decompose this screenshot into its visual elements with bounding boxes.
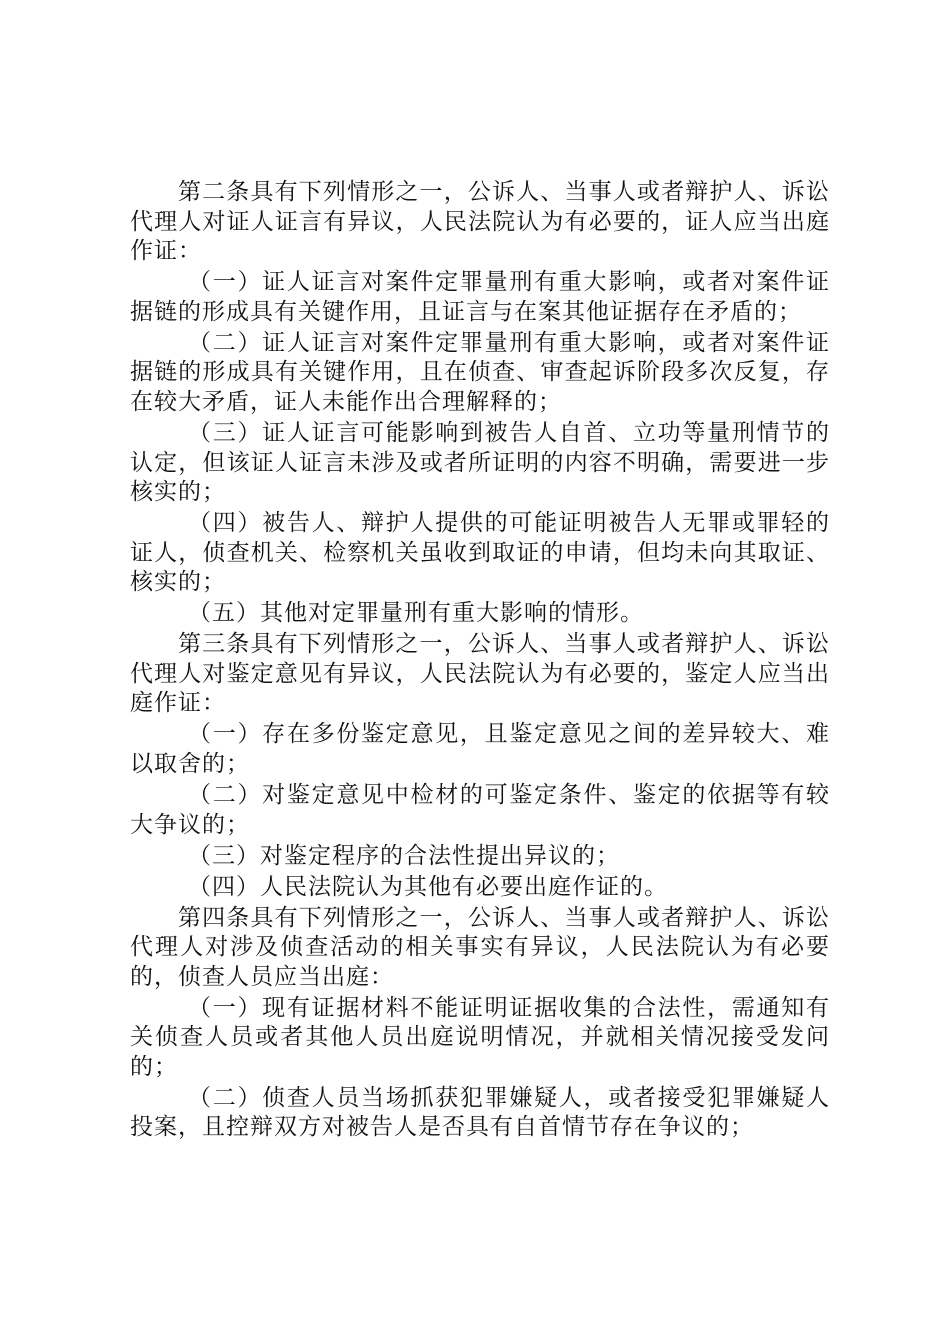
article-2-item-2: （二）证人证言对案件定罪量刑有重大影响，或者对案件证据链的形成具有关键作用，且在侦查、审查起诉阶段多次反复，存在较大矛盾，证人未能作出合理解释的； [130, 329, 830, 415]
article-4-intro: 第四条具有下列情形之一，公诉人、当事人或者辩护人、诉讼代理人对涉及侦查活动的相关事实有异议，人民法院认为有必要的，侦查人员应当出庭： [130, 904, 830, 990]
article-2-intro: 第二条具有下列情形之一，公诉人、当事人或者辩护人、诉讼代理人对证人证言有异议，人民法院认为有必要的，证人应当出庭作证： [130, 179, 830, 265]
article-2-item-1: （一）证人证言对案件定罪量刑有重大影响，或者对案件证据链的形成具有关键作用，且证言与在案其他证据存在矛盾的； [130, 269, 830, 325]
article-3-item-3: （三）对鉴定程序的合法性提出异议的； [188, 842, 620, 869]
document-body [130, 178, 830, 1144]
article-4-item-2: （二）侦查人员当场抓获犯罪嫌疑人，或者接受犯罪嫌疑人投案，且控辩双方对被告人是否具有自首情节存在争议的； [130, 1084, 830, 1141]
article-3-item-2: （二）对鉴定意见中检材的可鉴定条件、鉴定的依据等有较大争议的； [130, 782, 830, 838]
article-3-intro: 第三条具有下列情形之一，公诉人、当事人或者辩护人、诉讼代理人对鉴定意见有异议，人民法院认为有必要的，鉴定人应当出庭作证： [130, 631, 830, 717]
article-2-item-3: （三）证人证言可能影响到被告人自首、立功等量刑情节的认定，但该证人证言未涉及或者所证明的内容不明确，需要进一步核实的； [130, 419, 830, 506]
article-3-item-4: （四）人民法院认为其他有必要出庭作证的。 [188, 873, 668, 900]
article-3-item-1: （一）存在多份鉴定意见，且鉴定意见之间的差异较大、难以取舍的； [130, 721, 830, 778]
article-4-item-1: （一）现有证据材料不能证明证据收集的合法性，需通知有关侦查人员或者其他人员出庭说明情况，并就相关情况接受发问的； [130, 994, 830, 1080]
article-2-item-4: （四）被告人、辩护人提供的可能证明被告人无罪或罪轻的证人，侦查机关、检察机关虽收到取证的申请，但均未向其取证、核实的； [130, 510, 830, 596]
article-2-item-5: （五）其他对定罪量刑有重大影响的情形。 [188, 600, 644, 627]
